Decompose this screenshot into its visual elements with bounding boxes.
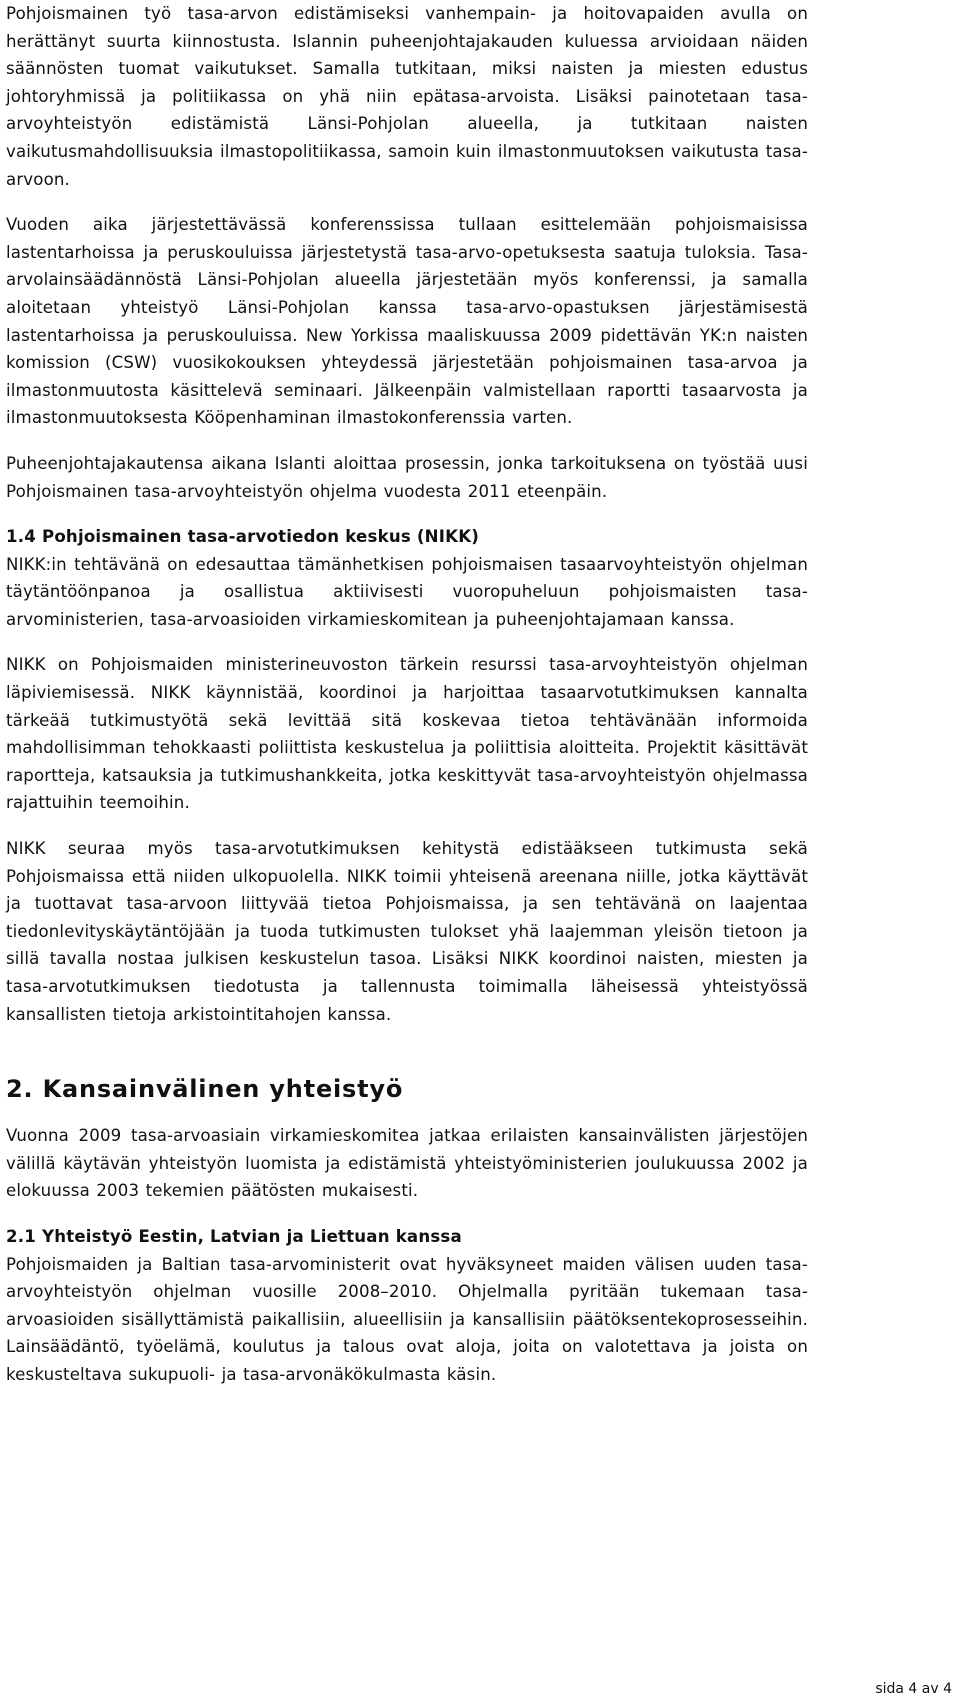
spacer (6, 1106, 808, 1122)
paragraph-nikk-task: NIKK:in tehtävänä on edesauttaa tämänhetkisen pohjoismaisen tasaarvoyhteistyön ohjelman täytäntöönpanoa ja osallistua aktiivisesti vuoropuheluun pohjoismaisten tasa-arvoministerien, tasa-arvoasioiden virkamieskomitean ja puheenjohtajamaan kanssa. (6, 554, 808, 629)
paragraph-baltic-program: Pohjoismaiden ja Baltian tasa-arvoministerit ovat hyväksyneet maiden välisen uuden tasa-arvoyhteistyön ohjelman vuosille 2008–2010. Ohjelmalla pyritään tukemaan tasa-arvoasioiden sisällyttämistä paikallisiin, alueellisiin ja kansallisiin päätöksentekoprosesseihin. Lainsäädäntö, työelämä, koulutus ja talous ovat aloja, joita on valotettava ja joista on keskusteltava sukupuoli- ja tasa-arvonäkökulmasta käsin. (6, 1254, 808, 1384)
spacer (6, 817, 808, 835)
spacer (6, 633, 808, 651)
paragraph-nikk-resource: NIKK on Pohjoismaiden ministerineuvoston tärkein resurssi tasa-arvoyhteistyön ohjelman läpiviemisessä. NIKK käynnistää, koordinoi ja harjoittaa tasaarvotutkimuksen kannalta tärkeää tutkimustyötä sekä levittää sitä koskevaa tietoa tehtävänään informoida mahdollisimman tehokkaasti poliittista keskustelua ja poliittisia aloitteita. Projektit käsittävät raportteja, katsauksia ja tutkimushankkeita, jotka keskittyvät tasa-arvoyhteistyön ohjelmassa rajattuihin teemoihin. (6, 655, 808, 813)
spacer (6, 1028, 808, 1072)
paragraph-iceland-presidency: Puheenjohtajakautensa aikana Islanti aloittaa prosessin, jonka tarkoituksena on työstää uusi Pohjoismainen tasa-arvoyhteistyön ohjelma vuodesta 2011 eteenpäin. (6, 453, 808, 501)
spacer (6, 505, 808, 523)
page-number: sida 4 av 4 (875, 1681, 952, 1697)
spacer (6, 1205, 808, 1223)
document-page (6, 0, 808, 1389)
paragraph-conferences: Vuoden aika järjestettävässä konferenssissa tullaan esittelemään pohjoismaisissa lastentarhoissa ja peruskouluissa järjestetystä tasa-arvo-opetuksesta saatuja tuloksia. Tasa-arvolainsäädännöstä Länsi-Pohjolan alueella järjestetään myös konferenssi, ja samalla aloitetaan yhteistyö Länsi-Pohjolan kanssa tasa-arvo-opastuksen järjestämisestä lastentarhoissa ja peruskouluissa. New Yorkissa maaliskuussa 2009 pidettävän YK:n naisten komission (CSW) vuosikokouksen yhteydessä järjestetään pohjoismainen tasa-arvoa ja ilmastonmuutosta käsittelevä seminaari. Jälkeenpäin valmistellaan raportti tasaarvosta ja ilmastonmuutoksesta Kööpenhaminan ilmastokonferenssia varten. (6, 215, 808, 428)
spacer (6, 432, 808, 450)
paragraph-international-2009: Vuonna 2009 tasa-arvoasiain virkamieskomitea jatkaa erilaisten kansainvälisten järjestöjen välillä käytävän yhteistyön luomista ja edistämistä yhteistyöministerien joulukuussa 2002 ja elokuussa 2003 tekemien päätösten mukaisesti. (6, 1126, 808, 1201)
heading-international-cooperation: 2. Kansainvälinen yhteistyö (6, 1075, 404, 1104)
paragraph-nordic-equality-work: Pohjoismainen työ tasa-arvon edistämiseksi vanhempain- ja hoitovapaiden avulla on herättänyt suurta kiinnostusta. Islannin puheenjohtajakauden kuluessa arvioidaan näiden säännösten tuomat vaikutukset. Samalla tutkitaan, miksi naisten ja miesten edustus johtoryhmissä ja politiikassa on yhä niin epätasa-arvoista. Lisäksi painotetaan tasa-arvoyhteistyön edistämistä Länsi-Pohjolan alueella, ja tutkitaan naisten vaikutusmahdollisuuksia ilmastopolitiikassa, samoin kuin ilmastonmuutoksen vaikutusta tasa-arvoon. (6, 4, 808, 189)
spacer (6, 193, 808, 211)
heading-nikk: 1.4 Pohjoismainen tasa-arvotiedon keskus (NIKK) (6, 527, 480, 547)
heading-baltic-cooperation: 2.1 Yhteistyö Eestin, Latvian ja Liettuan kanssa (6, 1226, 462, 1246)
paragraph-nikk-research: NIKK seuraa myös tasa-arvotutkimuksen kehitystä edistääkseen tutkimusta sekä Pohjoismaissa että niiden ulkopuolella. NIKK toimii yhteisenä areenana niille, jotka käyttävät ja tuottavat tasa-arvoon liittyvää tietoa Pohjoismaissa, ja sen tehtävänä on laajentaa tiedonlevityskäytäntöjään ja tuoda tutkimusten tulokset yhä laajemman yleisön tietoon ja sillä tavalla nostaa julkisen keskustelun tasoa. Lisäksi NIKK koordinoi naisten, miesten ja tasa-arvotutkimuksen tiedotusta ja tallennusta toimimalla läheisessä yhteistyössä kansallisten tietoja arkistointitahojen kanssa. (6, 839, 808, 1024)
